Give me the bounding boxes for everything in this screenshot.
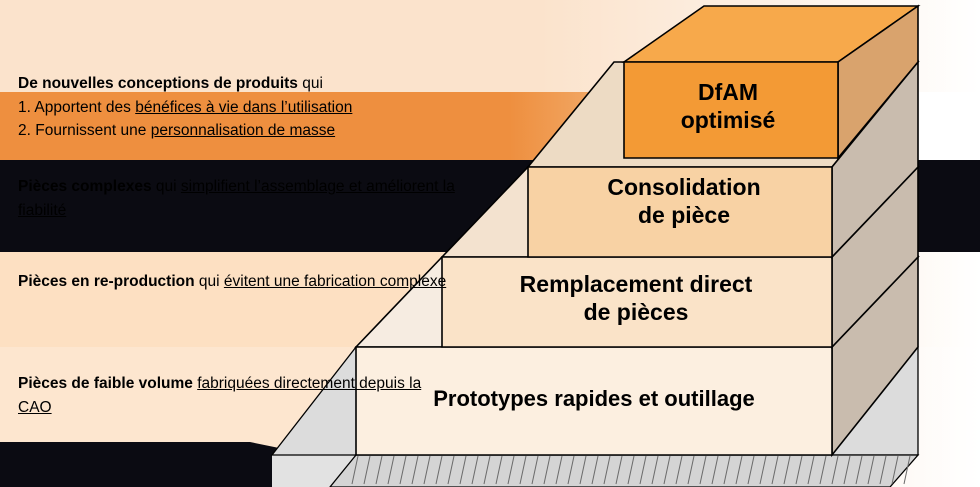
step-3-label-line1: Consolidation	[607, 174, 761, 200]
step-4-label	[620, 78, 836, 134]
step-4-label-line1: DfAM	[697, 79, 759, 105]
step-2-label-line2: de pièces	[583, 299, 689, 326]
step-3-description	[18, 175, 458, 222]
step-4-item-1-number: 1.	[18, 98, 31, 116]
step-1-label	[356, 386, 832, 413]
step-4-item-2-number: 2.	[18, 122, 31, 140]
step-3-description-underlined: simplifient l’assemblage et améliorent la fiabilité	[18, 178, 455, 219]
step-4-item-1-plain: Apportent des	[34, 98, 136, 116]
step-2-description-underlined: évitent une fabrication complexe	[223, 273, 447, 290]
step-2-description-bold: Pièces en re-production	[18, 273, 195, 290]
step-1-description-underlined: fabriquées directement depuis la CAO	[18, 375, 422, 416]
step-4-description-plain: qui	[297, 75, 323, 92]
step-4-item-2-plain: Fournissent une	[35, 122, 151, 140]
step-3-label	[536, 173, 832, 229]
step-1-description-bold: Pièces de faible volume	[18, 375, 193, 392]
step-4-item-2-underlined: personnalisation de masse	[150, 122, 336, 140]
step-4-description	[18, 72, 458, 143]
step-3-description-bold: Pièces complexes	[18, 178, 152, 195]
step-4-description-item-1	[18, 96, 458, 120]
step-2-label-line1: Remplacement direct	[519, 271, 753, 297]
step-2-description	[18, 270, 458, 294]
step-4-item-1-underlined: bénéfices à vie dans l’utilisation	[135, 98, 353, 116]
step-2-label	[440, 270, 832, 326]
step-4-description-bold: De nouvelles conceptions de produits	[18, 75, 298, 92]
step-3-description-plain: qui	[151, 178, 181, 195]
step-4-description-head	[18, 72, 458, 96]
step-1-label-line1: Prototypes rapides et outillage	[433, 386, 755, 411]
step-2-description-plain: qui	[194, 273, 224, 290]
step-4-description-item-2	[18, 119, 458, 143]
step-4-label-line2: optimisé	[680, 107, 776, 134]
step-3-label-line2: de pièce	[637, 202, 731, 229]
